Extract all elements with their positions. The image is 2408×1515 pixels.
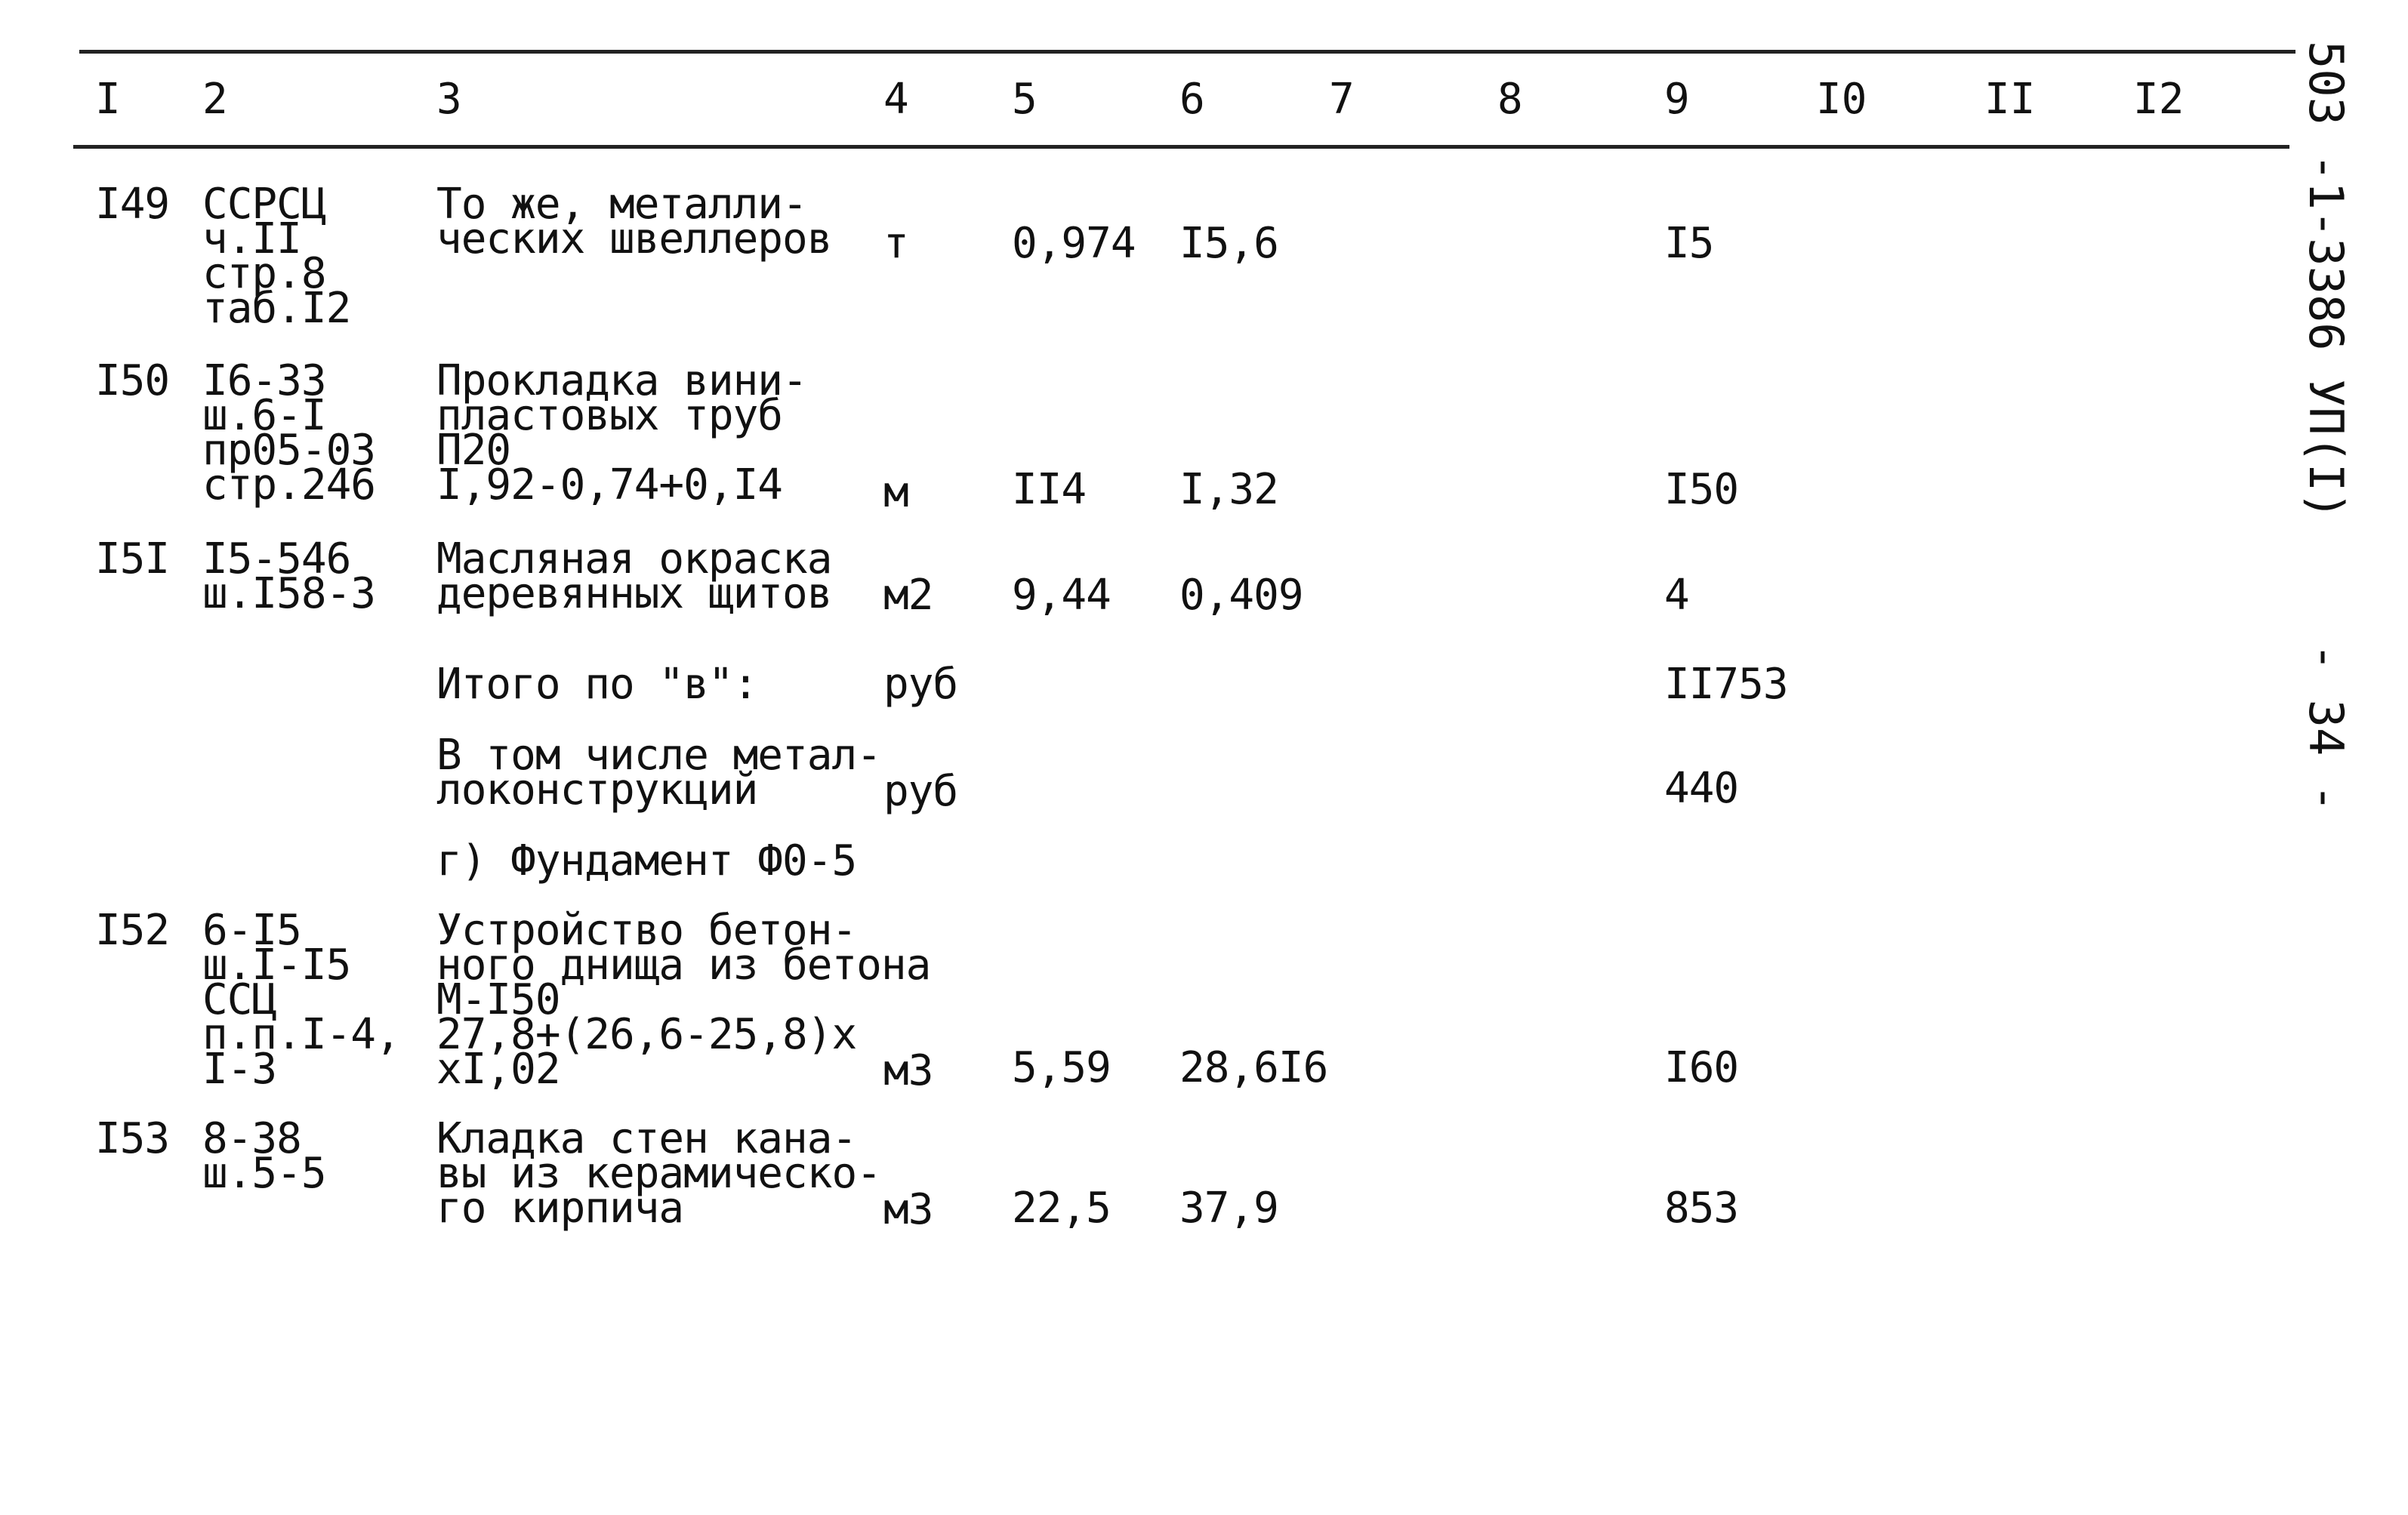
- row-quantity: II4: [1012, 465, 1087, 514]
- column-header-7: 7: [1329, 75, 1355, 124]
- row-number: I52: [95, 906, 170, 955]
- row-unit: м3: [883, 1046, 933, 1095]
- row-unit-price: I,32: [1179, 465, 1278, 514]
- row-number: I50: [95, 356, 170, 405]
- column-header-2: 2: [202, 75, 228, 124]
- row-unit: м2: [883, 571, 933, 620]
- column-header-6: 6: [1179, 75, 1205, 124]
- top-rule: [79, 50, 2295, 54]
- row-unit: т: [883, 219, 908, 268]
- row-unit: м: [883, 468, 908, 517]
- row-description: Устройство бетон- ного днища из бетона М-I50 27,8+(26,6-25,8)x xI,02: [436, 906, 931, 1094]
- row-quantity: 5,59: [1012, 1043, 1111, 1092]
- row-reference: 8-38 ш.5-5: [202, 1114, 326, 1198]
- header-rule: [73, 145, 2289, 149]
- metal-subtotal-unit: руб: [883, 767, 958, 816]
- document-code: 503 -1-3386 УП(I): [2299, 41, 2354, 520]
- row-total: 853: [1664, 1184, 1739, 1233]
- subtotal-unit: руб: [883, 660, 958, 709]
- row-total: 4: [1664, 571, 1689, 620]
- row-unit-price: 37,9: [1179, 1184, 1278, 1233]
- column-header-9: 9: [1664, 75, 1690, 124]
- column-header-5: 5: [1012, 75, 1038, 124]
- row-reference: ССРСЦ ч.II стр.8 таб.I2: [202, 180, 351, 333]
- row-total: I60: [1664, 1043, 1739, 1092]
- row-reference: 6-I5 ш.I-I5 ССЦ п.п.I-4, I-3: [202, 906, 400, 1094]
- column-header-10: I0: [1816, 75, 1867, 124]
- row-unit: м3: [883, 1185, 933, 1234]
- row-number: I5I: [95, 534, 170, 584]
- row-number: I49: [95, 180, 170, 229]
- row-quantity: 9,44: [1012, 571, 1111, 620]
- column-header-8: 8: [1497, 75, 1523, 124]
- row-unit-price: I5,6: [1179, 219, 1278, 268]
- column-header-11: II: [1984, 75, 2036, 124]
- row-reference: I6-33 ш.6-I пр05-03 стр.246: [202, 356, 376, 510]
- column-header-3: 3: [436, 75, 462, 124]
- row-number: I53: [95, 1114, 170, 1163]
- row-description: Кладка стен кана- вы из керамическо- го кирпича: [436, 1114, 881, 1233]
- column-header-4: 4: [883, 75, 909, 124]
- row-description: Масляная окраска деревянных щитов: [436, 534, 832, 618]
- margin-annotation: [2286, 41, 2354, 812]
- subtotal-label: Итого по "в":: [436, 660, 758, 709]
- row-unit-price: 28,6I6: [1179, 1043, 1328, 1092]
- row-quantity: 22,5: [1012, 1184, 1111, 1233]
- row-total: I5: [1664, 219, 1714, 268]
- row-description: То же, металли- ческих швеллеров: [436, 180, 832, 263]
- section-heading: г) Фундамент Ф0-5: [436, 836, 857, 885]
- page-number: - 34 -: [2299, 643, 2354, 812]
- column-header-1: I: [95, 75, 121, 124]
- metal-subtotal-label: В том числе метал- локонструкций: [436, 731, 881, 814]
- row-quantity: 0,974: [1012, 219, 1136, 268]
- row-reference: I5-546 ш.I58-3: [202, 534, 376, 618]
- row-total: I50: [1664, 465, 1739, 514]
- row-unit-price: 0,409: [1179, 571, 1303, 620]
- subtotal-value: II753: [1664, 660, 1788, 709]
- metal-subtotal-value: 440: [1664, 764, 1739, 813]
- row-description: Прокладка вини- пластовых труб П20 I,92-0,74+0,I4: [436, 356, 807, 510]
- column-header-12: I2: [2133, 75, 2184, 124]
